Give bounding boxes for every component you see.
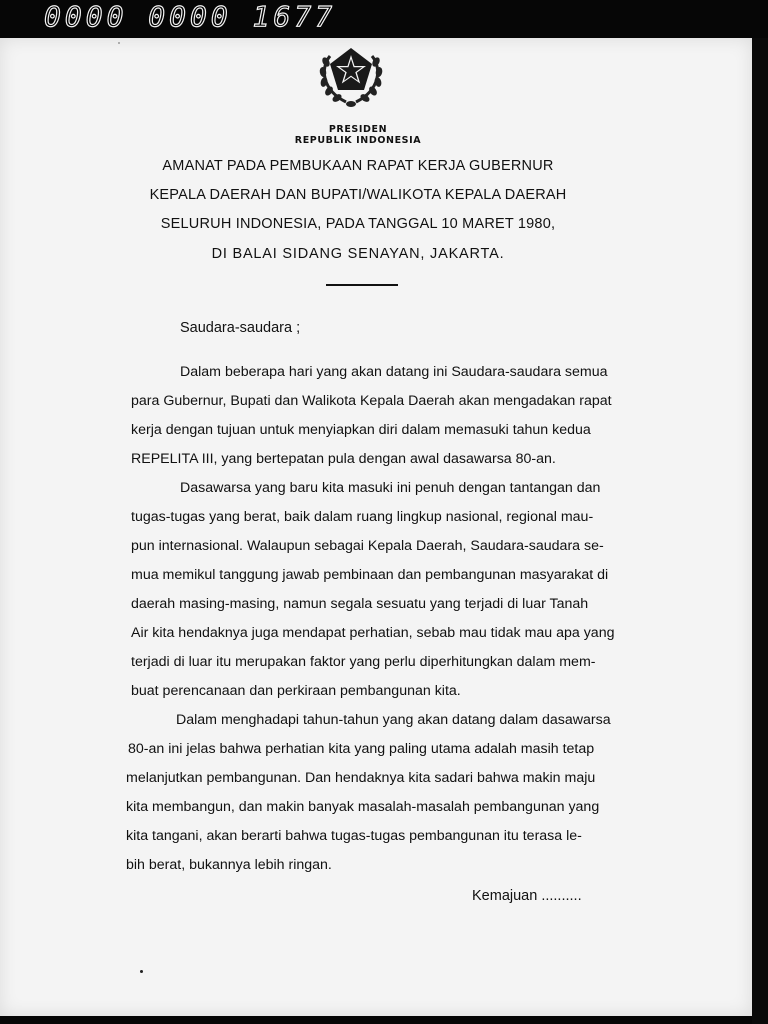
body-line: kita membangun, dan makin banyak masalah-masalah pembangunan yang (126, 799, 600, 815)
body-line: kita tangani, akan berarti bahwa tugas-tugas pembangunan itu terasa le- (126, 828, 582, 844)
film-frame-number: 0000 0000 1677 (44, 0, 337, 33)
body-line: REPELITA III, yang bertepatan pula dengan awal dasawarsa 80-an. (131, 451, 556, 467)
body-line: terjadi di luar itu merupakan faktor yang perlu diperhitungkan dalam mem- (131, 654, 596, 670)
title-line: KEPALA DAERAH DAN BUPATI/WALIKOTA KEPALA DAERAH (149, 187, 567, 203)
dust-speck (118, 42, 120, 44)
letterhead-line-1: PRESIDEN (328, 124, 388, 135)
letterhead-line-2: REPUBLIK INDONESIA (294, 135, 422, 146)
film-edge (752, 38, 768, 1024)
body-line: 80-an ini jelas bahwa perhatian kita yang paling utama adalah masih tetap (128, 741, 595, 757)
document-page (0, 38, 752, 1016)
title-line: AMANAT PADA PEMBUKAAN RAPAT KERJA GUBERNUR (162, 158, 554, 174)
body-line: daerah masing-masing, namun segala sesuatu yang terjadi di luar Tanah (131, 596, 589, 612)
title-line: SELURUH INDONESIA, PADA TANGGAL 10 MARET 1980, (160, 216, 556, 232)
body-line: melanjutkan pembangunan. Dan hendaknya kita sadari bahwa makin maju (126, 770, 596, 786)
title-line: DI BALAI SIDANG SENAYAN, JAKARTA. (211, 246, 505, 262)
continuation-catchword: Kemajuan .......... (472, 888, 582, 904)
body-line: buat perencanaan dan perkiraan pembangunan kita. (131, 683, 461, 699)
state-emblem-icon (316, 38, 386, 110)
body-line: tugas-tugas yang berat, baik dalam ruang lingkup nasional, regional mau- (131, 509, 594, 525)
body-line: Air kita hendaknya juga mendapat perhatian, sebab mau tidak mau apa yang (131, 625, 615, 641)
body-line: kerja dengan tujuan untuk menyiapkan diri dalam memasuki tahun kedua (131, 422, 591, 438)
body-line: bih berat, bukannya lebih ringan. (126, 857, 332, 873)
body-line: Dasawarsa yang baru kita masuki ini penuh dengan tantangan dan (180, 480, 601, 496)
dust-speck (140, 970, 143, 973)
body-line: Dalam beberapa hari yang akan datang ini Saudara-saudara semua (180, 364, 608, 380)
title-underline (326, 284, 398, 286)
body-line: Dalam menghadapi tahun-tahun yang akan datang dalam dasawarsa (176, 712, 611, 728)
body-line: para Gubernur, Bupati dan Walikota Kepala Daerah akan mengadakan rapat (131, 393, 612, 409)
salutation: Saudara-saudara ; (180, 320, 301, 336)
body-line: mua memikul tanggung jawab pembinaan dan pembangunan masyarakat di (131, 567, 609, 583)
body-line: pun internasional. Walaupun sebagai Kepala Daerah, Saudara-saudara se- (131, 538, 604, 554)
